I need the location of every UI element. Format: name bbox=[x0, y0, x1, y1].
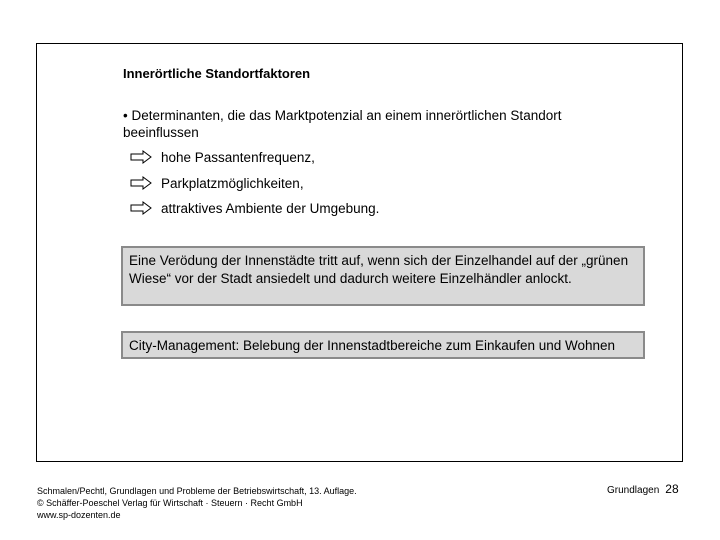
slide-title: Innerörtliche Standortfaktoren bbox=[123, 66, 311, 81]
arrow-item-label: hohe Passantenfrequenz, bbox=[161, 149, 315, 165]
arrow-item-label: attraktives Ambiente der Umgebung. bbox=[161, 200, 380, 216]
arrow-item-1 bbox=[130, 148, 315, 166]
arrow-right-icon bbox=[130, 150, 152, 164]
arrow-right-icon bbox=[130, 176, 152, 190]
info-box-veroedung: Eine Verödung der Innenstädte tritt auf, wenn sich der Einzelhandel auf der „grünen Wiese“ vor der Stadt ansiedelt und dadurch weitere Einzelhändler anlockt. bbox=[121, 246, 645, 306]
arrow-right-icon bbox=[130, 201, 152, 215]
arrow-item-label: Parkplatzmöglichkeiten, bbox=[161, 175, 304, 191]
info-box-city-management: City-Management: Belebung der Innenstadtbereiche zum Einkaufen und Wohnen bbox=[121, 331, 645, 359]
page-number: 28 bbox=[665, 482, 679, 496]
footer-line-1: Schmalen/Pechtl, Grundlagen und Probleme der Betriebswirtschaft, 13. Auflage. bbox=[37, 486, 357, 496]
footer-line-2: © Schäffer-Poeschel Verlag für Wirtschaft · Steuern · Recht GmbH bbox=[37, 498, 303, 508]
bullet-determinanten: • Determinanten, die das Marktpotenzial an einem innerörtlichen Standort beeinflussen bbox=[123, 108, 562, 140]
footer-line-3: www.sp-dozenten.de bbox=[37, 510, 121, 520]
footer-page-info bbox=[607, 482, 679, 496]
arrow-item-2 bbox=[130, 174, 304, 192]
footer-section: Grundlagen bbox=[607, 485, 660, 496]
arrow-item-3 bbox=[130, 199, 379, 217]
footer-citation bbox=[37, 485, 357, 521]
